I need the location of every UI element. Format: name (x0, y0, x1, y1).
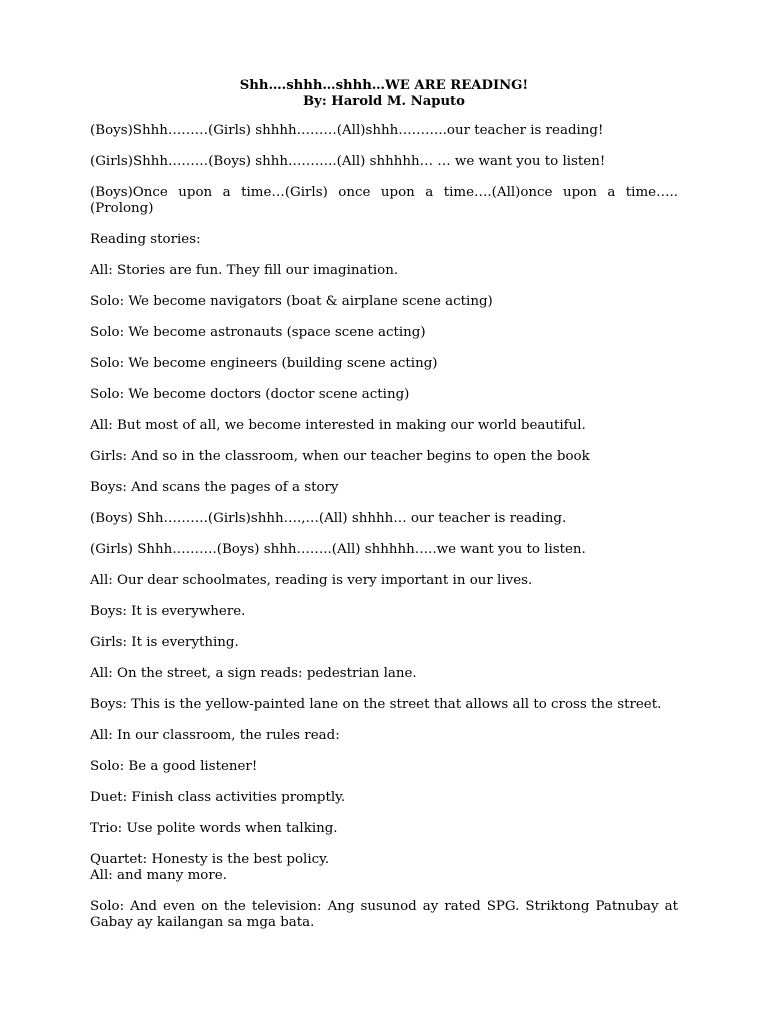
script-paragraph (90, 449, 678, 465)
script-line: Solo: We become doctors (doctor scene acting) (90, 387, 410, 402)
script-line: Boys: This is the yellow-painted lane on the street that allows all to cross the street. (90, 697, 662, 712)
script-line: All: In our classroom, the rules read: (90, 728, 340, 743)
script-paragraph (90, 604, 678, 620)
script-paragraph (90, 263, 678, 279)
document-title: Shh….shhh…shhh…WE ARE READING! (239, 78, 529, 93)
script-paragraph (90, 185, 678, 217)
script-line: Solo: And even on the television: Ang susunod ay rated SPG. Striktong Patnubay at Gabay ay kailangan sa mga bata. (90, 899, 678, 930)
script-line: Quartet: Honesty is the best policy. (90, 852, 330, 867)
script-line: Duet: Finish class activities promptly. (90, 790, 346, 805)
script-paragraph (90, 325, 678, 341)
script-paragraph (90, 852, 678, 884)
script-line: Boys: And scans the pages of a story (90, 480, 339, 495)
document-author: By: Harold M. Naputo (303, 94, 465, 109)
script-paragraph (90, 387, 678, 403)
script-paragraph (90, 511, 678, 527)
script-paragraph (90, 232, 678, 248)
script-line: Trio: Use polite words when talking. (90, 821, 338, 836)
script-paragraph (90, 666, 678, 682)
script-line: Girls: It is everything. (90, 635, 239, 650)
script-line: All: On the street, a sign reads: pedestrian lane. (90, 666, 417, 681)
script-paragraph (90, 480, 678, 496)
script-line: Girls: And so in the classroom, when our teacher begins to open the book (90, 449, 590, 464)
script-paragraph (90, 821, 678, 837)
script-line: Solo: We become astronauts (space scene acting) (90, 325, 426, 340)
document-page (90, 78, 678, 946)
document-body (90, 123, 678, 931)
script-paragraph (90, 154, 678, 170)
document-header (90, 78, 678, 110)
script-line: Solo: We become engineers (building scene acting) (90, 356, 438, 371)
script-paragraph (90, 759, 678, 775)
script-line: Boys: It is everywhere. (90, 604, 246, 619)
script-line: All: Our dear schoolmates, reading is very important in our lives. (90, 573, 533, 588)
script-paragraph (90, 294, 678, 310)
script-line: All: Stories are fun. They fill our imagination. (90, 263, 399, 278)
script-paragraph (90, 123, 678, 139)
script-paragraph (90, 635, 678, 651)
script-line: Reading stories: (90, 232, 201, 247)
script-line: Solo: Be a good listener! (90, 759, 258, 774)
script-line: (Girls) Shhh……….(Boys) shhh……..(All) shhhhh…..we want you to listen. (90, 542, 586, 557)
script-paragraph (90, 899, 678, 931)
script-line: (Boys)Shhh………(Girls) shhhh………(All)shhh………..our teacher is reading! (90, 123, 604, 138)
script-paragraph (90, 697, 678, 713)
script-line: All: and many more. (90, 868, 227, 883)
script-paragraph (90, 790, 678, 806)
script-line: Solo: We become navigators (boat & airplane scene acting) (90, 294, 493, 309)
script-line: (Girls)Shhh………(Boys) shhh………..(All) shhhhh… … we want you to listen! (90, 154, 606, 169)
script-paragraph (90, 356, 678, 372)
script-paragraph (90, 418, 678, 434)
script-line: (Boys)Once upon a time…(Girls) once upon a time….(All)once upon a time….. (Prolong) (90, 185, 678, 216)
script-paragraph (90, 728, 678, 744)
script-paragraph (90, 573, 678, 589)
script-paragraph (90, 542, 678, 558)
script-line: (Boys) Shh……….(Girls)shhh….,…(All) shhhh… our teacher is reading. (90, 511, 567, 526)
script-line: All: But most of all, we become interested in making our world beautiful. (90, 418, 586, 433)
